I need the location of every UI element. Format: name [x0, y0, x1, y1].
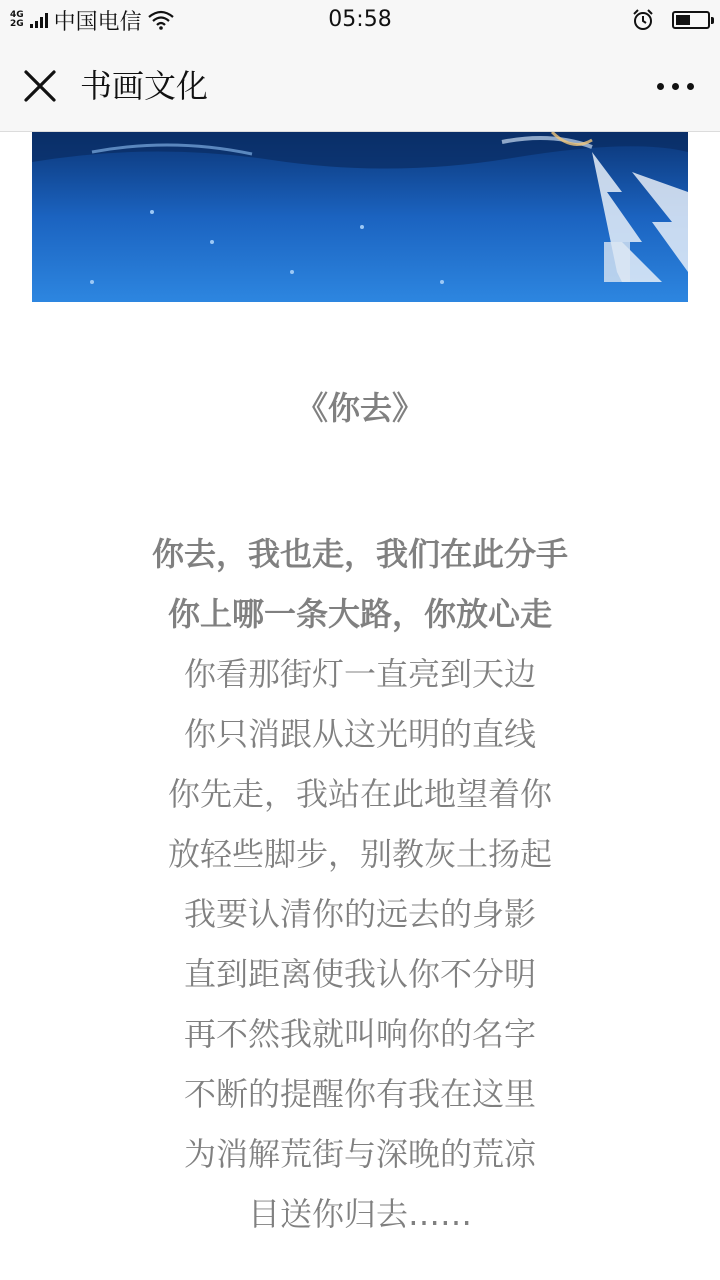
poem-line: 你上哪一条大路，你放心走	[167, 595, 552, 633]
more-dot	[687, 83, 694, 90]
poem-line: 目送你归去……	[247, 1195, 472, 1233]
poem-line: 直到距离使我认你不分明	[183, 955, 536, 993]
poem-line: 你去，我也走，我们在此分手	[151, 535, 568, 573]
poem-line: 你先走，我站在此地望着你	[167, 775, 552, 813]
poem-line: 你只消跟从这光明的直线	[183, 715, 536, 753]
nav-bar	[0, 40, 720, 132]
status-bar	[0, 0, 720, 40]
close-icon[interactable]	[18, 64, 62, 108]
status-right	[632, 0, 710, 40]
poem-line: 再不然我就叫响你的名字	[183, 1015, 536, 1053]
alarm-icon	[632, 9, 654, 31]
more-dot	[672, 83, 679, 90]
poem-line: 我要认清你的远去的身影	[183, 895, 536, 933]
page-title: 书画文化	[80, 67, 209, 105]
battery-icon	[672, 11, 710, 29]
poem-article	[0, 380, 720, 1244]
network-type-top: 4G	[10, 10, 24, 20]
battery-fill	[676, 15, 690, 25]
carrier-name: 中国电信	[53, 9, 142, 35]
snow-scene-image	[32, 132, 688, 302]
poem-line: 不断的提醒你有我在这里	[183, 1075, 536, 1113]
poem-line: 为消解荒街与深晚的荒凉	[183, 1135, 536, 1173]
poem-line: 放轻些脚步，别教灰土扬起	[167, 835, 552, 873]
poem-line: 你看那街灯一直亮到天边	[183, 655, 536, 693]
more-dot	[657, 83, 664, 90]
poem-title: 《你去》	[295, 389, 424, 427]
clock: 05:58	[328, 7, 392, 32]
poem-body	[0, 524, 720, 1244]
more-options-button[interactable]	[650, 64, 700, 108]
network-type-bottom: 2G	[10, 19, 24, 29]
